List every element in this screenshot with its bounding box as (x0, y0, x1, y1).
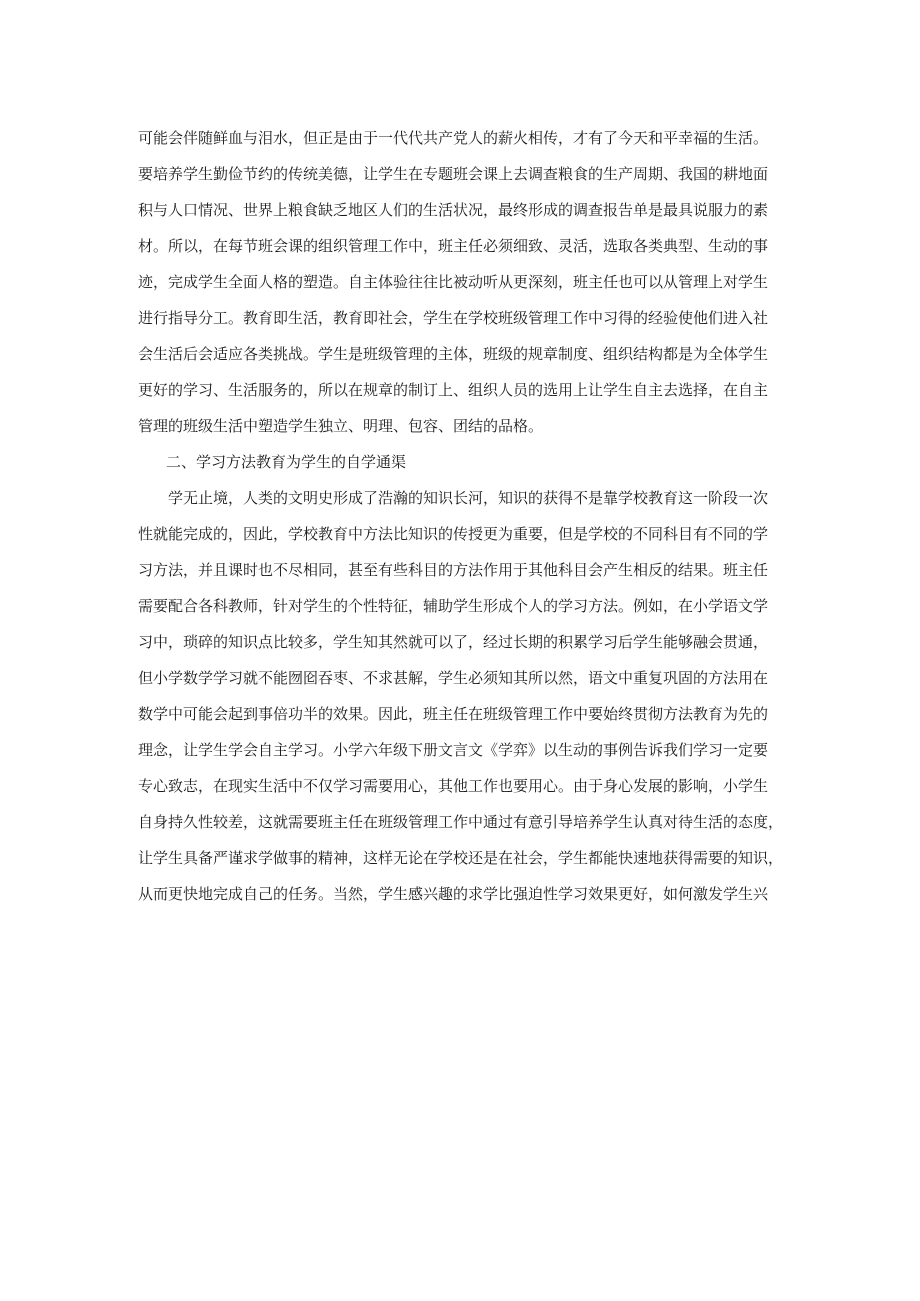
text-line: 但小学数学学习就不能囫囵吞枣、不求甚解，学生必须知其所以然，语文中重复巩固的方法用在 (138, 669, 769, 687)
text-line: 进行指导分工。教育即生活，教育即社会，学生在学校班级管理工作中习得的经验使他们进入社 (138, 309, 769, 327)
text-line: 可能会伴随鲜血与泪水，但正是由于一代代共产党人的薪火相传，才有了今天和平幸福的生活。 (138, 129, 769, 147)
text-line: 更好的学习、生活服务的，所以在规章的制订上、组织人员的选用上让学生自主去选择，在自主 (138, 381, 769, 399)
text-line: 积与人口情况、世界上粮食缺乏地区人们的生活状况，最终形成的调查报告单是最具说服力的素 (138, 201, 769, 219)
text-line: 需要配合各科教师，针对学生的个性特征，辅助学生形成个人的学习方法。例如，在小学语文学 (138, 597, 769, 615)
text-line: 会生活后会适应各类挑战。学生是班级管理的主体，班级的规章制度、组织结构都是为全体学生 (138, 345, 769, 363)
text-line: 迹，完成学生全面人格的塑造。自主体验往往比被动听从更深刻，班主任也可以从管理上对学生 (138, 273, 769, 291)
text-line: 要培养学生勤俭节约的传统美德，让学生在专题班会课上去调查粮食的生产周期、我国的耕地面 (138, 165, 769, 183)
text-line: 习中，琐碎的知识点比较多，学生知其然就可以了，经过长期的积累学习后学生能够融会贯通， (138, 633, 769, 651)
text-line: 性就能完成的，因此，学校教育中方法比知识的传授更为重要，但是学校的不同科目有不同的学 (138, 525, 769, 543)
text-line: 数学中可能会起到事倍功半的效果。因此，班主任在班级管理工作中要始终贯彻方法教育为先的 (138, 705, 769, 723)
text-line: 理念，让学生学会自主学习。小学六年级下册文言文《学弈》以生动的事例告诉我们学习一定要 (138, 741, 769, 759)
text-line: 从而更快地完成自己的任务。当然，学生感兴趣的求学比强迫性学习效果更好，如何激发学生兴 (138, 885, 769, 903)
text-line: 自身持久性较差，这就需要班主任在班级管理工作中通过有意引导培养学生认真对待生活的态度， (138, 813, 784, 831)
text-line: 专心致志，在现实生活中不仅学习需要用心，其他工作也要用心。由于身心发展的影响，小学生 (138, 777, 769, 795)
body-text (138, 120, 790, 912)
text-line: 管理的班级生活中塑造学生独立、明理、包容、团结的品格。 (138, 417, 544, 435)
section-heading: 二、学习方法教育为学生的自学通渠 (166, 453, 407, 471)
text-line: 让学生具备严谨求学做事的精神，这样无论在学校还是在社会，学生都能快速地获得需要的知识， (138, 849, 784, 867)
text-line: 习方法，并且课时也不尽相同，甚至有些科目的方法作用于其他科目会产生相反的结果。班主任 (138, 561, 769, 579)
text-line: 材。所以，在每节班会课的组织管理工作中，班主任必须细致、灵活，选取各类典型、生动的事 (138, 237, 769, 255)
text-line: 学无止境，人类的文明史形成了浩瀚的知识长河，知识的获得不是靠学校教育这一阶段一次 (168, 489, 769, 507)
